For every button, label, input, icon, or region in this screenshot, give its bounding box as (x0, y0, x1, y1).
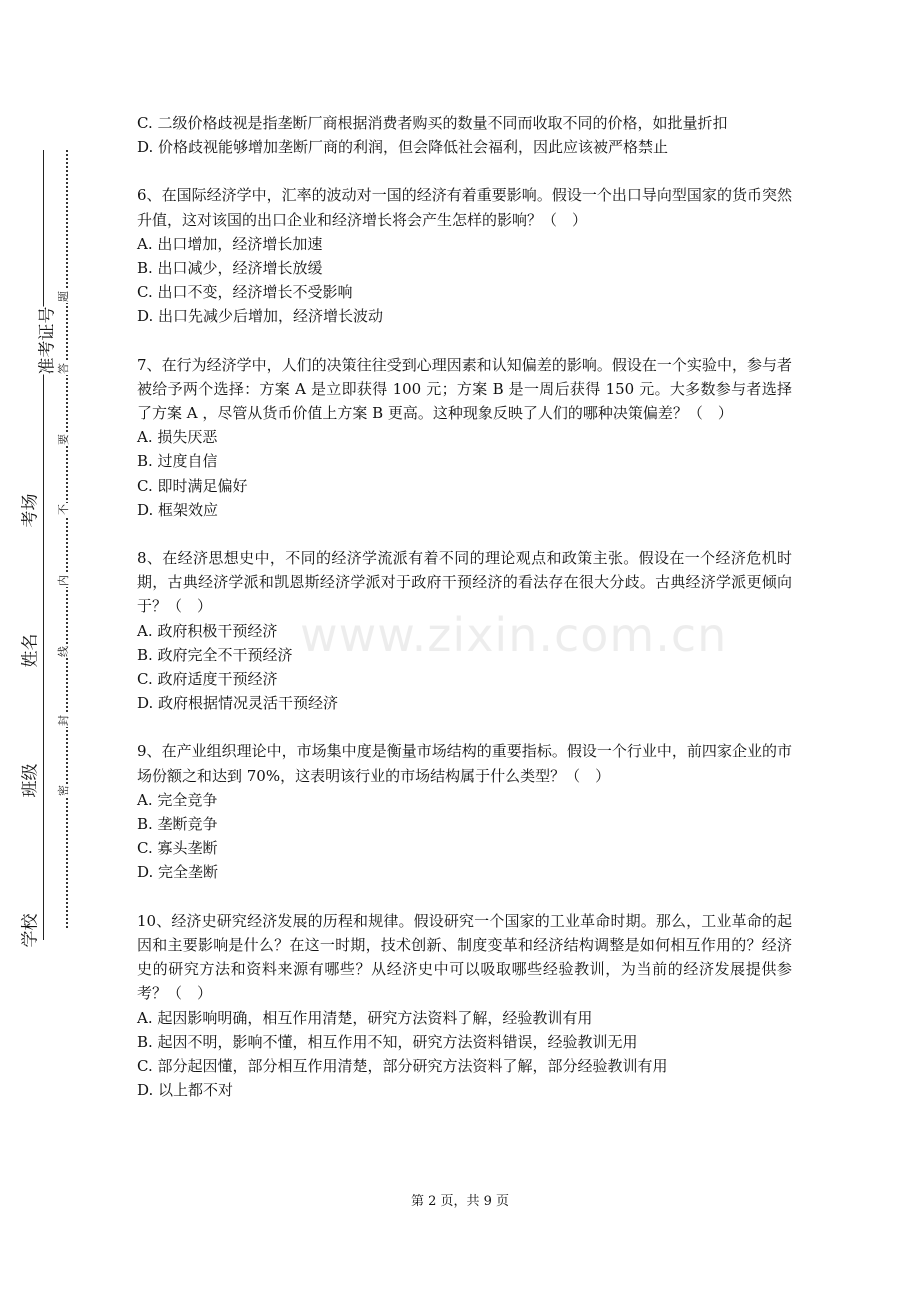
class-label: 班级 (20, 763, 41, 798)
seal-char: 不 (57, 504, 70, 515)
question-7 (137, 353, 792, 522)
option-b[interactable]: B. 过度自信 (137, 452, 218, 471)
option-b[interactable]: B. 垄断竞争 (137, 815, 218, 834)
option-d[interactable]: D. 出口先减少后增加，经济增长波动 (137, 307, 384, 326)
question-stem: 9、在产业组织理论中，市场集中度是衡量市场结构的重要指标。假设一个行业中，前四家企业的市场份额之和达到 70%，这表明该行业的市场结构属于什么类型？（ ） (137, 742, 792, 785)
question-8 (137, 546, 792, 715)
question-content (137, 111, 792, 1102)
carryover-option: D. 价格歧视能够增加垄断厂商的利润，但会降低社会福利，因此应该被严格禁止 (137, 138, 669, 157)
binding-strip (0, 0, 90, 1302)
option-b[interactable]: B. 出口减少，经济增长放缓 (137, 259, 323, 278)
question-stem: 7、在行为经济学中，人们的决策往往受到心理因素和认知偏差的影响。假设在一个实验中，参与者被给予两个选择：方案 A 是立即获得 100 元；方案 B 是一周后获得 150 元。大多数参与者选择了方案 A ，尽管从货币价值上方案 B 更高。这种现象反映了人们的哪种决策偏差？（ ） (137, 355, 792, 423)
school-label: 学校 (20, 913, 41, 948)
question-stem: 6、在国际经济学中，汇率的波动对一国的经济有着重要影响。假设一个出口导向型国家的货币突然升值，这对该国的出口企业和经济增长将会产生怎样的影响？（ ） (137, 186, 792, 229)
option-a[interactable]: A. 出口增加，经济增长加速 (137, 234, 323, 253)
seal-char: 封 (57, 715, 70, 726)
option-b[interactable]: B. 起因不明，影响不懂，相互作用不知，研究方法资料错误，经验教训无用 (137, 1032, 638, 1051)
option-c[interactable]: C. 部分起因懂，部分相互作用清楚，部分研究方法资料了解，部分经验教训有用 (137, 1056, 668, 1075)
option-d[interactable]: D. 框架效应 (137, 500, 219, 519)
page-footer: 第 2 页，共 9 页 (410, 1194, 510, 1209)
option-a[interactable]: A. 政府积极干预经济 (137, 621, 278, 640)
watermark: www.zixin.com.cn (300, 608, 728, 662)
question-stem: 10、经济史研究经济发展的历程和规律。假设研究一个国家的工业革命时期。那么，工业革命的起因和主要影响是什么？在这一时期，技术创新、制度变革和经济结构调整是如何相互作用的？经济史的研究方法和资料来源有哪些？从经济史中可以吸取哪些经验教训，为当前的经济发展提供参考？（ ） (137, 911, 792, 1003)
exam-id-label: 准考证号 (37, 306, 58, 375)
seal-char: 答 (57, 363, 70, 374)
exam-room-label: 考场 (20, 493, 41, 528)
option-c[interactable]: C. 出口不变，经济增长不受影响 (137, 283, 353, 302)
option-b[interactable]: B. 政府完全不干预经济 (137, 645, 293, 664)
option-a[interactable]: A. 起因影响明确，相互作用清楚，研究方法资料了解，经验教训有用 (137, 1008, 593, 1027)
seal-char: 线 (57, 646, 70, 657)
question-9 (137, 739, 792, 884)
seal-char: 内 (57, 575, 70, 586)
option-d[interactable]: D. 政府根据情况灵活干预经济 (137, 694, 339, 713)
seal-char: 要 (57, 434, 70, 445)
carryover-option: C. 二级价格歧视是指垄断厂商根据消费者购买的数量不同而收取不同的价格，如批量折扣 (137, 114, 728, 132)
question-6 (137, 183, 792, 328)
binding-solid-line (43, 150, 44, 940)
option-d[interactable]: D. 完全垄断 (137, 863, 219, 882)
option-d[interactable]: D. 以上都不对 (137, 1081, 234, 1100)
seal-dotted-line (66, 150, 68, 928)
option-c[interactable]: C. 政府适度干预经济 (137, 670, 278, 689)
question-10 (137, 909, 792, 1103)
option-a[interactable]: A. 损失厌恶 (137, 428, 218, 447)
option-c[interactable]: C. 寡头垄断 (137, 839, 218, 858)
name-label: 姓名 (20, 633, 41, 668)
seal-char: 密 (57, 785, 70, 796)
question-stem: 8、在经济思想史中，不同的经济学流派有着不同的理论观点和政策主张。假设在一个经济危机时期，古典经济学派和凯恩斯经济学派对于政府干预经济的看法存在很大分歧。古典经济学派更倾向于？（ ） (137, 549, 792, 616)
seal-char: 题 (57, 291, 70, 302)
option-a[interactable]: A. 完全竞争 (137, 790, 218, 809)
option-c[interactable]: C. 即时满足偏好 (137, 476, 248, 495)
